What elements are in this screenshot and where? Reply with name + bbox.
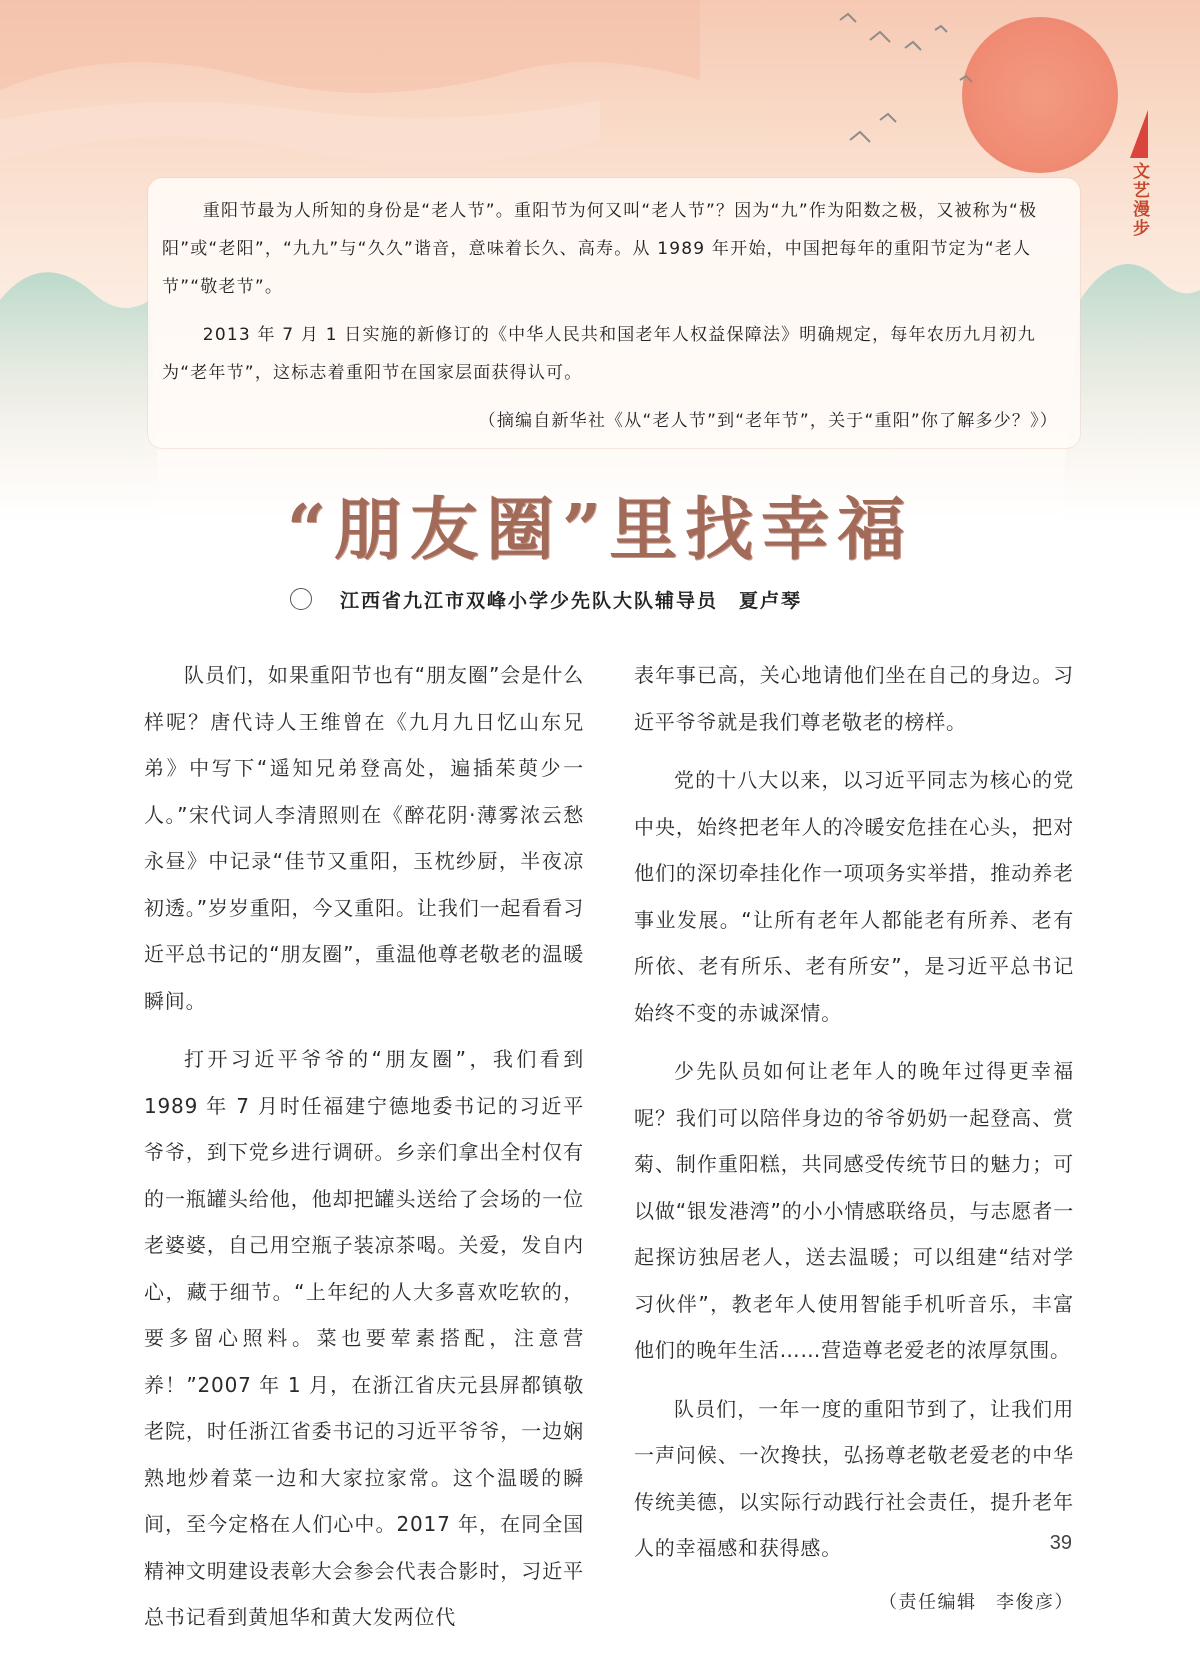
paragraph: 党的十八大以来，以习近平同志为核心的党中央，始终把老年人的冷暖安危挂在心头，把对他们的深切牵挂化作一项项务实举措，推动养老事业发展。“让所有老年人都能老有所养、老有所依、老有所乐、老有所安”，是习近平总书记始终不变的赤诚深情。 (634, 768, 1074, 1025)
intro-paragraph-1: 重阳节最为人所知的身份是“老人节”。重阳节为何又叫“老人节”？因为“九”作为阳数之极，又被称为“极阳”或“老阳”，“九九”与“久久”谐音，意味着长久、高寿。从 1989 年开始，中国把每年的重阳节定为“老人节”“敬老节”。 (162, 201, 1038, 297)
intro-source: （摘编自新华社《从“老人节”到“老年节”，关于“重阳”你了解多少？》） (478, 411, 1058, 431)
birds-icon (840, 14, 972, 142)
section-tab (1122, 110, 1156, 258)
byline (290, 580, 990, 618)
section-flag-icon (1130, 110, 1148, 158)
author: 江西省九江市双峰小学少先队大队辅导员 夏卢琴 (340, 589, 803, 612)
sun-icon (962, 17, 1118, 173)
column-left (144, 652, 584, 1653)
cloud-mid (0, 100, 600, 163)
paragraph: 打开习近平爷爷的“朋友圈”，我们看到 1989 年 7 月时任福建宁德地委书记的习近平爷爷，到下党乡进行调研。乡亲们拿出全村仅有的一瓶罐头给他，他却把罐头送给了会场的一位老婆婆，自己用空瓶子装凉茶喝。关爱，发自内心，藏于细节。“上年纪的人大多喜欢吃软的，要多留心照料。菜也要荤素搭配，注意营养！”2007 年 1 月，在浙江省庆元县屏都镇敬老院，时任浙江省委书记的习近平爷爷，一边娴熟地炒着菜一边和大家拉家常。这个温暖的瞬间，至今定格在人们心中。2017 年，在同全国精神文明建设表彰大会参会代表合影时，习近平总书记看到黄旭华和黄大发两位代 (144, 1047, 584, 1629)
article-title: “朋友圈”里找幸福 (286, 490, 914, 570)
paragraph: 队员们，一年一度的重阳节到了，让我们用一声问候、一次搀扶，弘扬尊老敬老爱老的中华传统美德，以实际行动践行社会责任，提升老年人的幸福感和获得感。 (634, 1396, 1074, 1560)
section-label: 文艺漫步 (1129, 162, 1149, 238)
paragraph-continued: 表年事已高，关心地请他们坐在自己的身边。习近平爷爷就是我们尊老敬老的榜样。 (634, 663, 1074, 734)
paragraph: 队员们，如果重阳节也有“朋友圈”会是什么样呢？唐代诗人王维曾在《九月九日忆山东兄弟》中写下“遥知兄弟登高处，遍插茱萸少一人。”宋代词人李清照则在《醉花阴·薄雾浓云愁永昼》中记录“佳节又重阳，玉枕纱厨，半夜凉初透。”岁岁重阳，今又重阳。让我们一起看看习近平总书记的“朋友圈”，重温他尊老敬老的温暖瞬间。 (144, 663, 584, 1013)
cloud-left (0, 0, 700, 93)
circle-icon (290, 588, 312, 610)
page-number: 39 (1049, 1532, 1072, 1554)
editor-credit: （责任编辑 李俊彦） (879, 1591, 1074, 1613)
paragraph: 少先队员如何让老年人的晚年过得更幸福呢？我们可以陪伴身边的爷爷奶奶一起登高、赏菊、制作重阳糕，共同感受传统节日的魅力；可以做“银发港湾”的小小情感联络员，与志愿者一起探访独居老人，送去温暖；可以组建“结对学习伙伴”，教老年人使用智能手机听音乐，丰富他们的晚年生活……营造尊老爱老的浓厚氛围。 (634, 1059, 1074, 1362)
column-right (634, 652, 1074, 1626)
intro-paragraph-2: 2013 年 7 月 1 日实施的新修订的《中华人民共和国老年人权益保障法》明确规定，每年农历九月初九为“老年节”，这标志着重阳节在国家层面获得认可。 (162, 325, 1036, 383)
